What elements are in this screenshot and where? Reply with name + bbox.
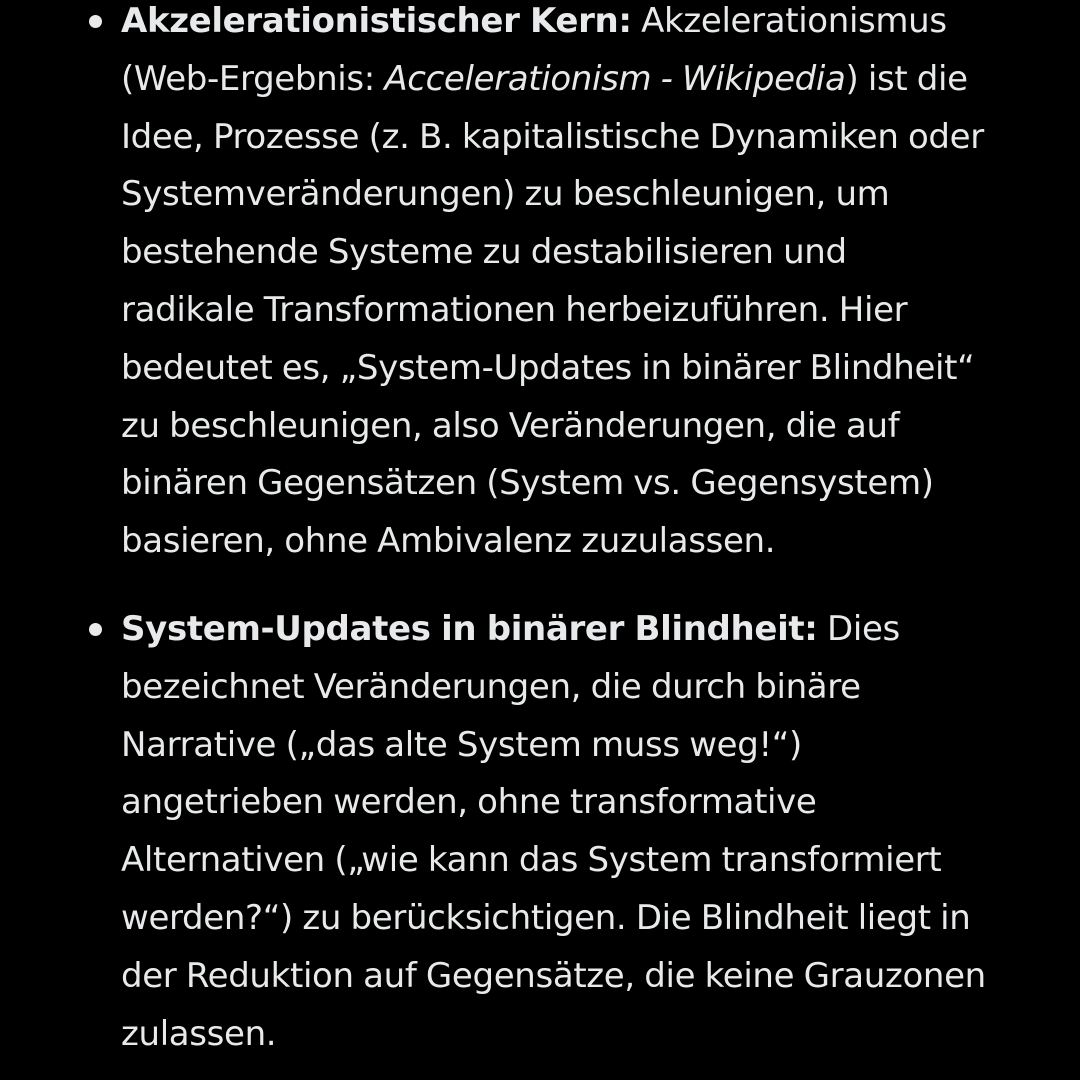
bullet-term: System-Updates in binärer Blindheit: [121, 609, 818, 649]
text-line: der Reduktion auf Gegensätze, die keine Grauzonen [121, 955, 986, 996]
text-line: Idee, Prozesse (z. B. kapitalistische Dynamiken oder [121, 116, 984, 157]
text-line: Narrative („das alte System muss weg!“) [121, 724, 802, 765]
text-line: Alternativen („wie kann das System transformiert [121, 840, 942, 881]
text-line: basieren, ohne Ambivalenz zuzulassen. [121, 521, 776, 562]
text-line: bezeichnet Veränderungen, die durch binäre [121, 666, 861, 707]
text-line [121, 0, 1061, 51]
text-segment: Dies [817, 609, 900, 649]
text-line: bedeutet es, „System-Updates in binärer Blindheit“ [121, 347, 975, 388]
text-line [121, 51, 1061, 109]
text-line [121, 601, 1061, 659]
text-line: werden?“) zu berücksichtigen. Die Blindheit liegt in [121, 897, 971, 938]
text-segment: Akzelerationismus [631, 1, 947, 41]
bullet-dot-icon [89, 15, 102, 28]
web-result-reference: Accelerationism - Wikipedia [384, 58, 846, 99]
text-segment: (Web-Ergebnis: [121, 58, 385, 99]
text-line: bestehende Systeme zu destabilisieren und [121, 232, 847, 273]
text-line: binären Gegensätzen (System vs. Gegensystem) [121, 463, 934, 504]
text-line: Systemveränderungen) zu beschleunigen, um [121, 174, 890, 215]
text-line: radikale Transformationen herbeizuführen. Hier [121, 289, 908, 330]
text-line: zu beschleunigen, also Veränderungen, die auf [121, 405, 900, 446]
bullet-dot-icon [89, 623, 102, 636]
bullet-item-akzelerationistischer-kern [121, 0, 1061, 571]
text-segment: ) ist die [845, 58, 968, 99]
text-line: zulassen. [121, 1013, 277, 1054]
text-line: angetrieben werden, ohne transformative [121, 782, 817, 823]
bullet-item-system-updates [121, 601, 1061, 1063]
bullet-term: Akzelerationistischer Kern: [121, 1, 632, 41]
